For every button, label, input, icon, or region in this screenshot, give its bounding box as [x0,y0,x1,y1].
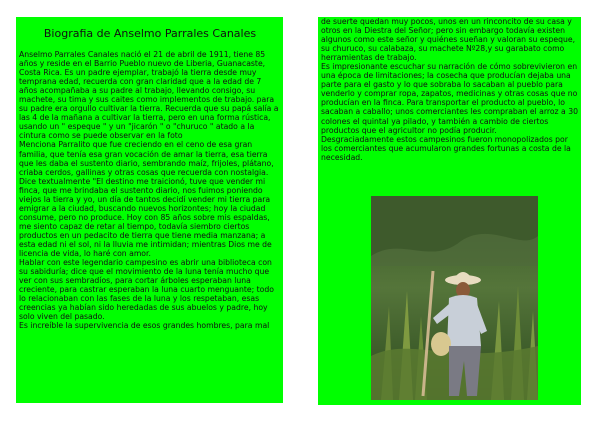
paragraph-5: Es increíble la supervivencia de esos grandes hombres, para mal [19,321,270,331]
paragraph-8: Desgraciadamente estos campesinos fueron monopolizados por los comerciantes que acumularon grandes fortunas a costa de la necesidad. [321,134,571,162]
farmer-photo [371,196,538,400]
paragraph-2: Menciona Parralito que fue creciendo en el ceno de esa gran familia, que tenía esa gran vocación de amar la tierra, esa tierra que les daba el sustento diario, sembrando maíz, frijoles, plátano, criaba cerdos, gallinas y otras cosas que recuerda con nostalgia. [19,140,274,177]
right-page [318,17,581,405]
paragraph-4: Hablar con este legendario campesino es abrir una biblioteca con su sabiduría; dice que el movimiento de la luna tenía mucho que ver con sus sembradíos, para cortar árboles esperaban luna creciente, para castrar esperaban la luna cuarto menguante; todo lo relacionaban con las fases de la luna y los respetaban, esas creencias ya habían sido heredadas de sus abuelos y padre, hoy solo viven del pasado. [19,258,274,322]
left-page [16,17,283,403]
paragraph-3: Dice textualmente "El destino me traicionó, tuve que vender mi finca, que me brindaba el sustento diario, nos fuimos poniendo viejos la tierra y yo, un día de tantos decidí vender mi tierra para emigrar a la ciudad, buscando nuevos horizontes; hoy la ciudad consume, pero no produce. Hoy con 85 años sobre mis espaldas, me siento capaz de retar al tiempo, todavía siembro ciertos productos en un pedacito de tierra que tiene media manzana; a esta edad ni el sol, ni la lluvia me intimidan; mientras Dios me de licencia de vida, lo haré con amor. [19,176,272,259]
paragraph-7: Es impresionante escuchar su narración de cómo sobrevivieron en una época de limitaciones; la cosecha que producían dejaba una parte para el gasto y lo que sobraba lo sacaban al pueblo para venderlo y comprar ropa, zapatos, medicinas y otras cosas que no producían en la finca. Para transportar el producto al pueblo, lo sacaban a caballo; unos comerciantes les compraban el arroz a 30 colones el quintal ya pilado, y también a cambio de ciertos productos que el agricultor no podía producir. [321,62,578,135]
page-title: Biografia de Anselmo Parrales Canales [43,27,257,40]
paragraph-1: Anselmo Parrales Canales nació el 21 de abril de 1911, tiene 85 años y reside en el Barrio Pueblo nuevo de Liberia, Guanacaste, Costa Rica. Es un padre ejemplar, trabajó la tierra desde muy temprana edad, recuerda con gran claridad que a la edad de 7 años acompañaba a su padre al trabajo, llevando consigo, su machete, su tima y sus caites como implementos de trabajo. para su padre era orgullo cultivar la tierra. Recuerda que su papá salía a las 4 de la mañana a cultivar la tierra, pero en una forma rústica, usando un " espeque " y un "jicarón " o "churuco " atado a la cintura como se puede observar en la foto [19,50,279,141]
paragraph-6: de suerte quedan muy pocos, unos en un rinconcito de su casa y otros en la Diestra del Señor; pero sin embargo todavía existen algunos como este señor y quiénes sueñan y valoran su espeque, su churuco, su calabaza, su machete Nº28,y su garabato como herramientas de trabajo. [321,17,576,63]
